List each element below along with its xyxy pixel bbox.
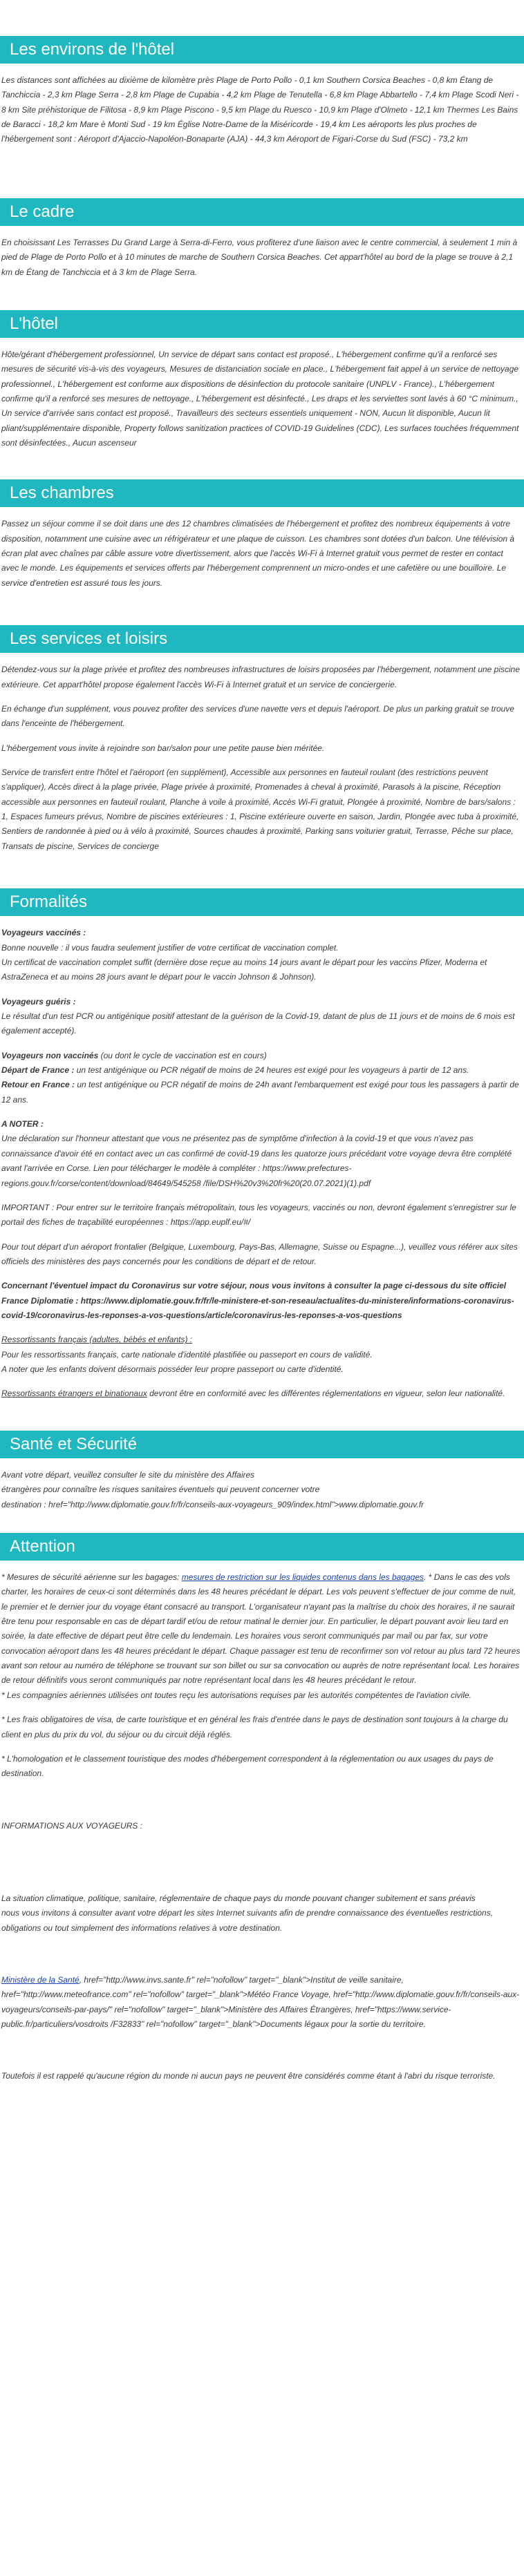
a-noter-text: Une déclaration sur l'honneur attestant que vous ne présentez pas de symptôme d'infection à la covid-19 et que vous n'avez pas connaissance d'avoir été en contact avec un cas confirmé de covid-19 dans les quatorze jours précédant votre voyage devra être complété avant l'arrivée en Corse. Lien pour télécharger le modèle à compléter : https://www.prefectures-regions.gouv.fr/corse/content/download/84649/545258 /file/DSH%20v3%20fr%20(20.07.2021)(1).pdf bbox=[1, 1134, 512, 1188]
links-block bbox=[1, 1973, 523, 2032]
ressortissants-heading: Ressortissants français (adultes, bébés et enfants) : bbox=[1, 1335, 193, 1345]
a-noter-heading: A NOTER : bbox=[1, 1119, 44, 1129]
section-chambres bbox=[0, 466, 524, 606]
attention-p3: * L'homologation et le classement touristique des modes d'hébergement correspondent à la réglementation ou aux usages du pays de destination. bbox=[1, 1753, 494, 1779]
attention-p2: * Les frais obligatoires de visa, de carte touristique et en général les frais d'entrée dans le pays de destination sont toujours à la charge du client en plus du prix du vol, du séjour ou du circuit déjà réglés. bbox=[1, 1715, 508, 1739]
important-text: IMPORTANT : Pour entrer sur le territoire français métropolitain, tous les voyageurs, vaccinés ou non, devront également s'enregistrer sur le portail des fiches de traçabilité européennes : https://app.euplf.eu/#/ bbox=[1, 1202, 516, 1228]
ministere-sante-link[interactable]: Ministère de la Santé bbox=[1, 1975, 79, 1985]
infos-voyageurs: INFORMATIONS AUX VOYAGEURS : bbox=[1, 1820, 143, 1831]
depart-label: Départ de France : bbox=[1, 1065, 75, 1076]
gueris-heading: Voyageurs guéris : bbox=[1, 996, 76, 1006]
section-cadre bbox=[0, 162, 524, 295]
retour-label: Retour en France : bbox=[1, 1080, 75, 1090]
situation-block bbox=[1, 1891, 523, 1936]
services-text-3: L'hébergement vous invite à rejoindre son bar/salon pour une petite pause bien méritée. bbox=[1, 743, 325, 753]
ressortissants-block bbox=[1, 1333, 523, 1377]
section-title-sante: Santé et Sécurité bbox=[0, 1431, 524, 1458]
liquides-restriction-link[interactable]: mesures de restriction sur les liquides contenus dans les bagages bbox=[181, 1572, 424, 1582]
links-rest: , href="http://www.invs.sante.fr" rel="nofollow" target="_blank">Institut de veille sanitaire, href="http://www.meteofrance.com" rel="nofollow" target="_blank">Météo France Voyage, href="http://www.diplomatie.gouv.fr/fr/conseils-aux-voyageurs/conseils-par-pays/" rel="nofollow" target="_blank">Ministère des Affaires Étrangères, href="https://www.service-public.fr/particuliers/vosdroits /F32833" rel="nofollow" target="_blank">Documents légaux pour la sortie du territoire. bbox=[1, 1975, 520, 2030]
section-title-environs: Les environs de l'hôtel bbox=[0, 36, 524, 64]
gueris-block bbox=[1, 995, 523, 1039]
section-title-cadre: Le cadre bbox=[0, 198, 524, 226]
etrangers-heading: Ressortissants étrangers et binationaux bbox=[1, 1389, 147, 1399]
a-noter-block bbox=[1, 1117, 523, 1191]
sante-block bbox=[1, 1468, 523, 1512]
sante-line-3: destination : href="http://www.diplomatie.gouv.fr/fr/conseils-aux-voyageurs_909/index.html">www.diplomatie.gouv.fr bbox=[1, 1499, 424, 1509]
retour-text: un test antigénique ou PCR négatif de moins de 24h avant l'embarquement est exigé pour tous les passagers à partir de 12 ans. bbox=[1, 1080, 519, 1105]
section-title-formalites: Formalités bbox=[0, 888, 524, 916]
etrangers-block bbox=[1, 1386, 523, 1401]
services-text-1: Détendez-vous sur la plage privée et profitez des nombreuses infrastructures de loisirs proposées par l'hébergement, notamment une piscine extérieure. Cet appart'hôtel propose également l'accès Wi-Fi à Internet gratuit et un service de conciergerie. bbox=[1, 665, 521, 689]
attention-p1-last: * Les compagnies aériennes utilisées ont toutes reçu les autorisations requises par les autorités compétentes de l'aviation civile. bbox=[1, 1690, 471, 1700]
section-sante bbox=[0, 1417, 524, 1527]
vaccines-block bbox=[1, 926, 523, 984]
sante-line-2: étrangères pour connaître les risques sanitaires éventuels qui peuvent concerner votre bbox=[1, 1485, 320, 1495]
section-title-hotel: L'hôtel bbox=[0, 310, 524, 338]
section-hotel bbox=[0, 295, 524, 466]
section-formalites bbox=[0, 869, 524, 1417]
ressortissants-line-1: Pour les ressortissants français, carte nationale d'identité plastifiée ou passeport en cours de validité. bbox=[1, 1349, 373, 1359]
etrangers-text: devront être en conformité avec les différentes réglementations en vigueur, selon leur nationalité. bbox=[147, 1389, 505, 1399]
attention-block-1 bbox=[1, 1570, 523, 1703]
attention-p1-pre: * Mesures de sécurité aérienne sur les bagages: bbox=[1, 1572, 182, 1582]
non-vaccines-heading-rest: (ou dont le cycle de vaccination est en cours) bbox=[98, 1050, 267, 1060]
depart-text: un test antigénique ou PCR négatif de moins de 24 heures est exigé pour les voyageurs à partir de 12 ans. bbox=[74, 1065, 469, 1076]
depart-pays-text: Pour tout départ d'un aéroport frontalier (Belgique, Luxembourg, Pays-Bas, Allemagne, Suisse ou Espagne...), veuillez vous référer aux sites officiels des ministères des pays concernés pour les conditions de départ et de retour. bbox=[1, 1241, 518, 1266]
non-vaccines-heading: Voyageurs non vaccinés bbox=[1, 1050, 99, 1060]
vaccines-heading: Voyageurs vaccinés : bbox=[1, 928, 86, 938]
services-text-4: Service de transfert entre l'hôtel et l'aéroport (en supplément), Accessible aux personnes en fauteuil roulant (des restrictions peuvent s'appliquer), Accès direct à la plage privée, Plage privée à proximité, Promenades à cheval à proximité, Parasols à la piscine, Réception accessible aux personnes en fauteuil roulant, Planche à voile à proximité, Accès Wi-Fi gratuit, Plongée à proximité, Nombre de bars/salons : 1, Espaces fumeurs prévus, Nombre de piscines extérieures : 1, Piscine extérieure ouverte en saison, Jardin, Plongée avec tuba à proximité, Sentiers de randonnée à pied ou à vélo à proximité, Sources chaudes à proximité, Parking sans voiturier gratuit, Terrasse, Pêche sur place, Transats de piscine, Services de concierge bbox=[1, 767, 519, 851]
vaccines-line-1: Bonne nouvelle : il vous faudra seulement justifier de votre certificat de vaccination complet. bbox=[1, 942, 339, 953]
section-environs bbox=[0, 0, 524, 162]
concernant-text: Concernant l'éventuel impact du Coronavirus sur votre séjour, nous vous invitons à consulter la page ci-dessous du site officiel France Diplomatie : https://www.diplomatie.gouv.fr/fr/le-ministere-et-son-reseau/actualites-du-ministere/informations-coronavirus-covid-19/coronavirus-les-reponses-a-vos-questions/article/coronavirus-les-reponses-a-vos-questions bbox=[1, 1281, 514, 1321]
section-title-services: Les services et loisirs bbox=[0, 625, 524, 653]
hotel-text: Hôte/gérant d'hébergement professionnel, Un service de départ sans contact est proposé., L'hébergement confirme qu'il a renforcé ses mesures de sécurité vis-à-vis des voyageurs, Mesures de distanciation sociale en place., L'hébergement fait appel à un service de nettoyage professionnel., L'hébergement est conforme aux dispositions de désinfection du protocole sanitaire (UNPLV - France)., L'hébergement confirme qu'il a renforcé ses mesures de nettoyage., L'hébergement est désinfecté., Les draps et les serviettes sont lavés à 60 °C minimum., Un service d'arrivée sans contact est proposé., Travailleurs des secteurs essentiels uniquement - NON, Aucun lit disponible, Aucun lit pliant/supplémentaire disponible, Property follows sanitization practices of COVID-19 Guidelines (CDC), Les surfaces touchées fréquemment sont désinfectées., Aucun ascenseur bbox=[1, 349, 519, 448]
non-vaccines-block bbox=[1, 1049, 523, 1107]
gueris-text: Le résultat d'un test PCR ou antigénique positif attestant de la guérison de la Covid-19, datant de plus de 11 jours et de moins de 6 mois est également accepté). bbox=[1, 1011, 515, 1036]
vaccines-line-2: Un certificat de vaccination complet suffit (dernière dose reçue au moins 14 jours avant le départ pour les vaccins Pfizer, Moderna et AstraZeneca et au moins 28 jours avant le départ pour le vaccin Johnson & Johnson). bbox=[1, 957, 487, 982]
attention-p1-rest: . * Dans le cas des vols charter, les horaires de ceux-ci sont déterminés dans les 48 heures précédant le départ. Les vols peuvent s'effectuer de jour comme de nuit, le premier et le dernier jour du voyage étant consacré au transport. L'organisateur n'ayant pas la maîtrise du choix des horaires, il ne saurait être tenu pour responsable en cas de départ tardif et/ou de retour matinal le dernier jour. En particulier, le départ pouvant avoir lieu tard en soirée, la date effective de départ peut être celle du lendemain. Les horaires vous seront communiqués par mail ou par fax, sur votre convocation aéroport dans les 48 heures précédant le départ. Chaque passager est tenu de reconfirmer son vol retour au plus tard 72 heures avant son retour au numéro de téléphone se trouvant sur son billet ou sur sa convocation ou auprès de notre représentant local. Les horaires de retour définitifs vous seront communiqués par notre représentant local dans les 48 heures précédant le retour. bbox=[1, 1572, 521, 1686]
ressortissants-line-2: A noter que les enfants doivent désormais posséder leur propre passeport ou carte d'identité. bbox=[1, 1364, 344, 1375]
section-title-chambres: Les chambres bbox=[0, 479, 524, 507]
sante-line-1: Avant votre départ, veuillez consulter le site du ministère des Affaires bbox=[1, 1469, 255, 1480]
toutefois-text: Toutefois il est rappelé qu'aucune région du monde ni aucun pays ne peuvent être considérés comme étant à l'abri du risque terroriste. bbox=[1, 2071, 496, 2081]
situation-line-1: La situation climatique, politique, sanitaire, réglementaire de chaque pays du monde pouvant changer subitement et sans préavis bbox=[1, 1893, 476, 1903]
chambres-text: Passez un séjour comme il se doit dans une des 12 chambres climatisées de l'hébergement et profitez des nombreux équipements à votre disposition, notamment une cuisine avec un réfrigérateur et une plaque de cuisson. Les chambres sont dotées d'un balcon. Une télévision à écran plat avec chaînes par câble assure votre divertissement, alors que l'accès Wi-Fi à Internet gratuit vous permet de rester en contact avec le monde. Les équipements et services offerts par l'hébergement comprennent un micro-ondes et une cafetière ou une bouilloire. Le service d'entretien est assuré tous les jours. bbox=[1, 519, 515, 588]
environs-text: Les distances sont affichées au dixième de kilomètre près Plage de Porto Pollo - 0,1 km Southern Corsica Beaches - 0,8 km Étang de Tanchiccia - 2,3 km Plage Serra - 2,8 km Plage de Cupabia - 4,2 km Plage de Tenutella - 6,8 km Plage Abbartello - 7,4 km Plage Scodi Neri - 8 km Site préhistorique de Filitosa - 8,9 km Plage Piscono - 9,5 km Plage du Ruesco - 10,9 km Plage d'Olmeto - 12,1 km Thermes Les Bains de Baracci - 18,2 km Mare è Monti Sud - 19 km Église Notre-Dame de la Miséricorde - 19,4 km Les aéroports les plus proches de l'hébergement sont : Aéroport d'Ajaccio-Napoléon-Bonaparte (AJA) - 44,3 km Aéroport de Figari-Corse du Sud (FSC) - 73,2 km bbox=[1, 75, 519, 144]
situation-line-2: nous vous invitons à consulter avant votre départ les sites Internet suivants afin de prendre connaissance des éventuelles restrictions, obligations ou tout simplement des informations relatives à votre destination. bbox=[1, 1908, 494, 1933]
section-title-attention: Attention bbox=[0, 1533, 524, 1561]
services-text-2: En échange d'un supplément, vous pouvez profiter des services d'une navette vers et depuis l'aéroport. De plus un parking gratuit se trouve dans l'enceinte de l'hébergement. bbox=[1, 703, 514, 729]
cadre-text: En choisissant Les Terrasses Du Grand Large à Serra-di-Ferro, vous profiterez d'une liaison avec le centre commercial, à seulement 1 min à pied de Plage de Porto Pollo et à 10 minutes de marche de Southern Corsica Beaches. Cet appart'hôtel au bord de la plage se trouve à 2,1 km de Étang de Tanchiccia et à 3 km de Plage Serra. bbox=[1, 237, 518, 277]
section-services bbox=[0, 606, 524, 869]
section-attention bbox=[0, 1527, 524, 2099]
